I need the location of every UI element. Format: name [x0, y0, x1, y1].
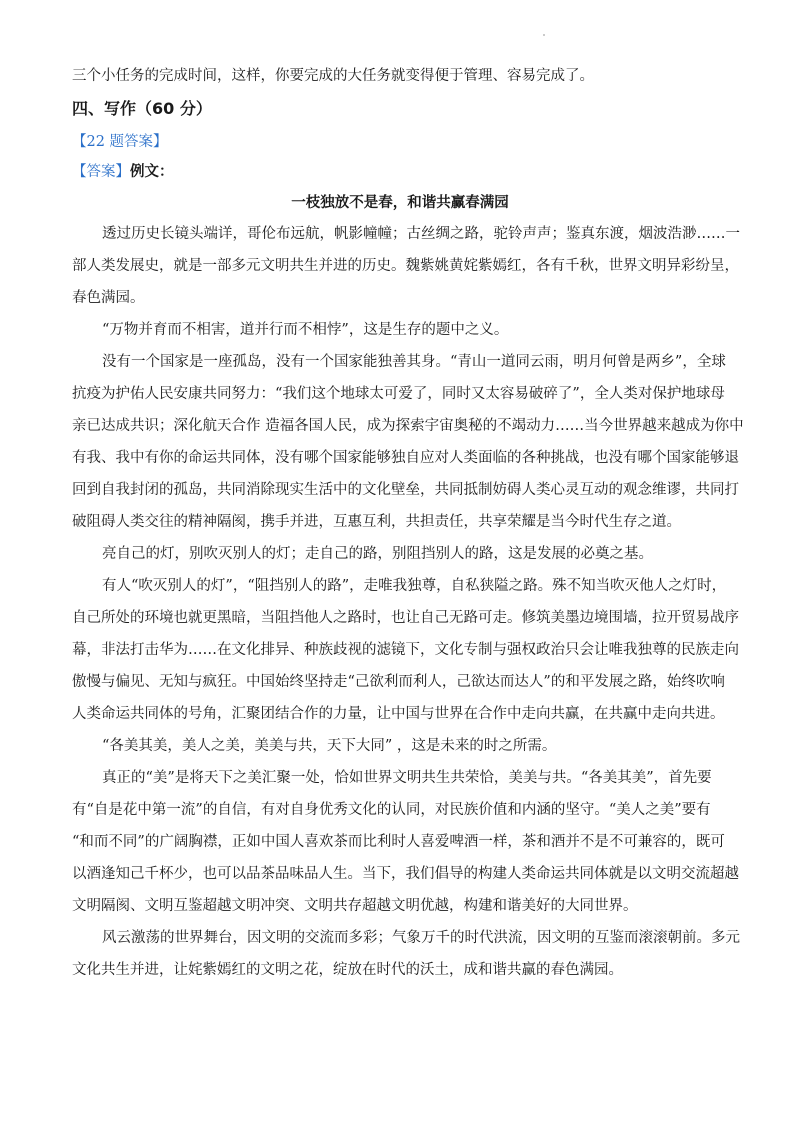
essay-title: 一枝独放不是春，和谐共赢春满园 — [291, 195, 509, 211]
intro-line: 三个小任务的完成时间，这样，你要完成的大任务就变得便于管理、容易完成了。 — [72, 68, 594, 84]
essay-line: 破阻碍人类交往的精神隔阂，携手并进，互惠互利，共担责任，共享荣耀是当今时代生存之道。 — [72, 514, 681, 530]
essay-line: 没有一个国家是一座孤岛，没有一个国家能独善其身。“青山一道同云雨，明月何曾是两乡”，全球 — [102, 354, 726, 370]
essay-line: 文化共生并进，让姹紫嫣红的文明之花，绽放在时代的沃土，成和谐共赢的春色满园。 — [72, 962, 623, 978]
essay-line: 有“自是花中第一流”的自信，有对自身优秀文化的认同，对民族价值和内涵的坚守。“美人之美”要有 — [72, 802, 711, 818]
essay-line: 春色满园。 — [72, 290, 145, 306]
essay-line: 抗疫为护佑人民安康共同努力：“我们这个地球太可爱了，同时又太容易破碎了”，全人类对保护地球母 — [72, 386, 725, 402]
answer-tag: 【答案】 — [72, 164, 130, 180]
essay-line: 真正的“美”是将天下之美汇聚一处，恰如世界文明共生共荣恰，美美与共。“各美其美”，首先要 — [102, 770, 712, 786]
essay-line: 回到自我封闭的孤岛，共同消除现实生活中的文化壁垒，共同抵制妨碍人类心灵互动的观念维谬，共同打 — [72, 482, 739, 498]
essay-line: 风云激荡的世界舞台，因文明的交流而多彩；气象万千的时代洪流，因文明的互鉴而滚滚朝前。多元 — [102, 930, 740, 946]
scan-dot — [543, 34, 545, 36]
essay-line: 以酒逢知己千杯少，也可以品茶品味品人生。当下，我们倡导的构建人类命运共同体就是以文明交流超越 — [72, 866, 739, 882]
essay-line: “万物并育而不相害，道并行而不相悖”，这是生存的题中之义。 — [102, 322, 509, 338]
essay-line: 亮自己的灯，别吹灭别人的灯；走自己的路，别阻挡别人的路，这是发展的必奠之基。 — [102, 546, 653, 562]
essay-line: 傲慢与偏见、无知与疯狂。中国始终坚持走“己欲利而利人，己欲达而达人”的和平发展之路，始终吹响 — [72, 674, 725, 690]
essay-line: 文明隔阂、文明互鉴超越文明冲突、文明共存超越文明优越，构建和谐美好的大同世界。 — [72, 898, 638, 914]
essay-line: 有人“吹灭别人的灯”，“阻挡别人的路”，走唯我独尊，自私狭隘之路。殊不知当吹灭他人之灯时， — [102, 578, 727, 594]
essay-line: 幕，非法打击华为……在文化排异、种族歧视的滤镜下，文化专制与强权政治只会让唯我独尊的民族走向 — [72, 642, 739, 658]
essay-line: 部人类发展史，就是一部多元文明共生并进的历史。魏紫姚黄姹紫嫣红，各有千秋，世界文明异彩纷呈， — [72, 258, 739, 274]
example-label: 例文： — [130, 164, 174, 180]
essay-line: 自己所处的环境也就更黑暗，当阻挡他人之路时，也让自己无路可走。修筑美墨边境围墙，拉开贸易战序 — [72, 610, 739, 626]
essay-line: “和而不同”的广阔胸襟，正如中国人喜欢茶而比利时人喜爱啤酒一样，茶和酒并不是不可兼容的，既可 — [72, 834, 725, 850]
essay-line: 有我、我中有你的命运共同体，没有哪个国家能够独自应对人类面临的各种挑战，也没有哪个国家能够退 — [72, 450, 739, 466]
answer-line — [72, 162, 732, 182]
essay-line: 人类命运共同体的号角，汇聚团结合作的力量，让中国与世界在合作中走向共赢，在共赢中走向共进。 — [72, 706, 725, 722]
essay-line: 亲已达成共识；深化航天合作 造福各国人民，成为探索宇宙奥秘的不竭动力……当今世界越来越成为你中 — [72, 418, 744, 434]
answer-tag-22: 【22 题答案】 — [72, 134, 168, 150]
section-heading: 四、写作（60 分） — [72, 99, 212, 118]
essay-line: “各美其美，美人之美，美美与共，天下大同” ，这是未来的时之所需。 — [102, 738, 557, 754]
essay-line: 透过历史长镜头端详，哥伦布远航，帆影幢幢；古丝绸之路，驼铃声声；鉴真东渡，烟波浩渺……一 — [102, 226, 740, 242]
